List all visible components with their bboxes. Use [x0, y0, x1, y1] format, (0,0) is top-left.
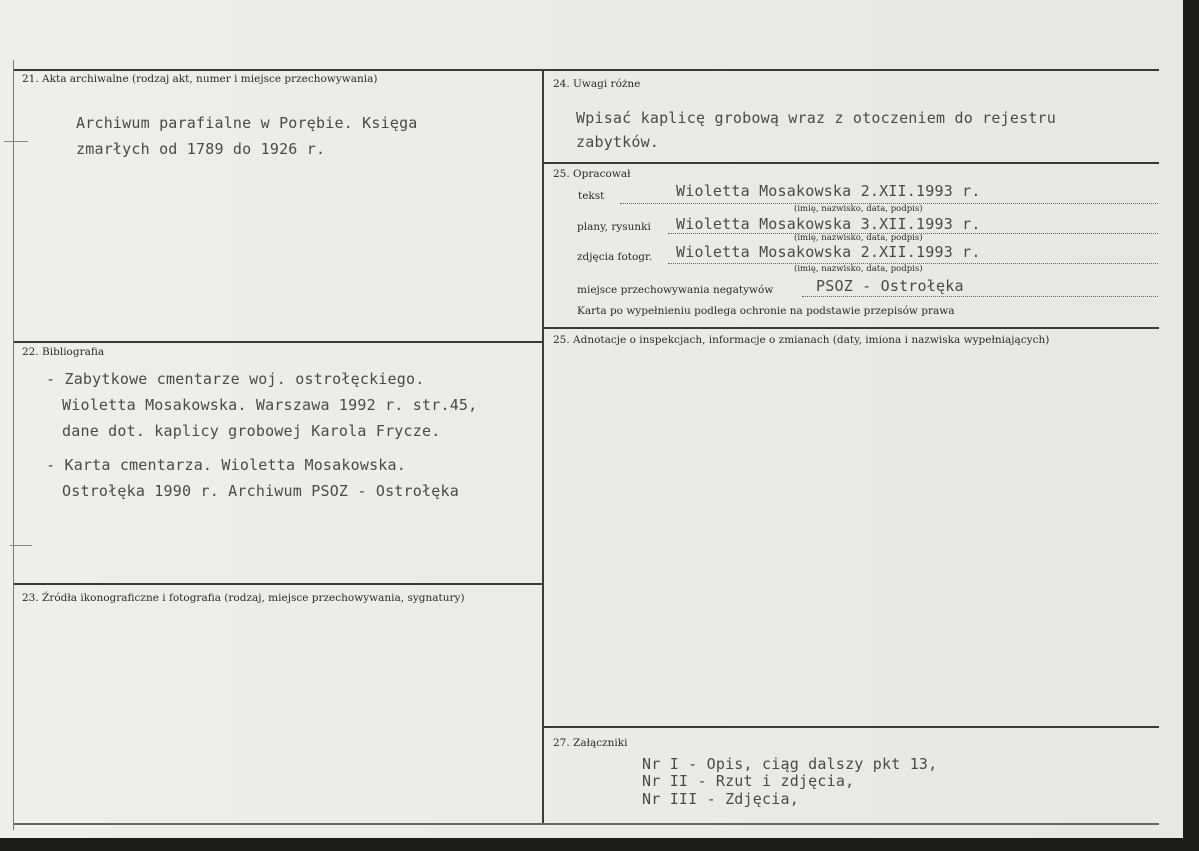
negatywy-label: miejsce przechowywania negatywów	[577, 284, 774, 296]
divider-24-25	[543, 162, 1159, 164]
bibliography-line: Wioletta Mosakowska. Warszawa 1992 r. str.45,	[62, 396, 478, 414]
tekst-label: tekst	[578, 190, 605, 202]
bibliography-line: dane dot. kaplicy grobowej Karola Frycze.	[62, 422, 441, 440]
scan-edge-right	[1183, 0, 1199, 851]
attachment-line: Nr II - Rzut i zdjęcia,	[642, 772, 855, 790]
divider-25-25b	[543, 327, 1159, 329]
bibliography-line: - Karta cmentarza. Wioletta Mosakowska.	[46, 456, 406, 474]
divider-25b-27	[543, 726, 1159, 728]
section-22-heading: 22. Bibliografia	[22, 346, 105, 358]
section-25-heading: 25. Opracował	[553, 168, 631, 180]
zdjecia-value: Wioletta Mosakowska 2.XII.1993 r.	[676, 243, 981, 261]
plany-label: plany, rysunki	[577, 221, 651, 233]
signature-hint: (imię, nazwisko, data, podpis)	[794, 264, 923, 274]
section-23-heading: 23. Źródła ikonograficzne i fotografia (rodzaj, miejsce przechowywania, sygnatury)	[22, 592, 465, 604]
section-25b-heading: 25. Adnotacje o inspekcjach, informacje o zmianach (daty, imiona i nazwiska wypełniających)	[553, 334, 1050, 346]
bibliography-line: Ostrołęka 1990 r. Archiwum PSOZ - Ostrołęka	[62, 482, 459, 500]
plany-value: Wioletta Mosakowska 3.XII.1993 r.	[676, 215, 981, 233]
top-border-line	[14, 69, 1159, 71]
attachment-line: Nr I - Opis, ciąg dalszy pkt 13,	[642, 755, 938, 773]
divider-22-23	[14, 583, 543, 585]
section-24-heading: 24. Uwagi różne	[553, 78, 641, 90]
bibliography-line: - Zabytkowe cmentarze woj. ostrołęckiego.	[46, 370, 425, 388]
attachment-line: Nr III - Zdjęcia,	[642, 790, 799, 808]
section-27-heading: 27. Załączniki	[553, 737, 628, 749]
center-divider-line	[542, 69, 544, 824]
remarks-line: Wpisać kaplicę grobową wraz z otoczeniem do rejestru	[576, 109, 1056, 127]
zdjecia-label: zdjęcia fotogr.	[577, 251, 653, 263]
section-21-line: zmarłych od 1789 do 1926 r.	[76, 140, 326, 158]
signature-hint: (imię, nazwisko, data, podpis)	[794, 233, 923, 243]
negatywy-dotted-line	[802, 296, 1158, 297]
signature-hint: (imię, nazwisko, data, podpis)	[794, 204, 923, 214]
protection-notice: Karta po wypełnieniu podlega ochronie na podstawie przepisów prawa	[577, 305, 955, 317]
section-21-line: Archiwum parafialne w Porębie. Księga	[76, 114, 418, 132]
margin-tick	[10, 545, 32, 546]
scan-edge-bottom	[0, 838, 1199, 851]
remarks-line: zabytków.	[576, 133, 660, 151]
tekst-value: Wioletta Mosakowska 2.XII.1993 r.	[676, 182, 981, 200]
section-21-heading: 21. Akta archiwalne (rodzaj akt, numer i miejsce przechowywania)	[22, 73, 378, 85]
divider-21-22	[14, 341, 543, 343]
bottom-border-line	[14, 823, 1159, 825]
negatywy-value: PSOZ - Ostrołęka	[816, 277, 964, 295]
left-border-line	[13, 60, 14, 830]
margin-tick	[4, 141, 28, 142]
